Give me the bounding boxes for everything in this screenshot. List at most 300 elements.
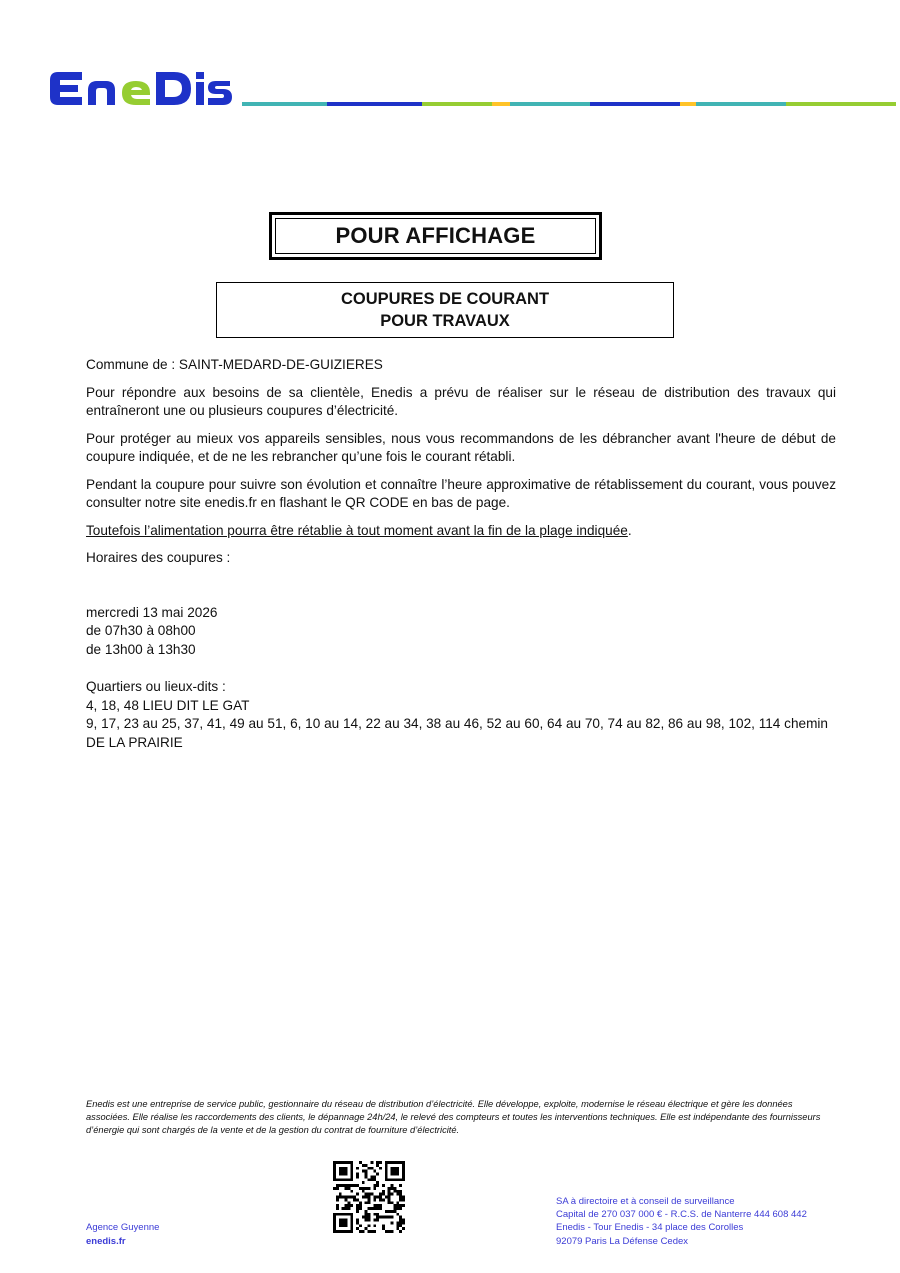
qr-module: [350, 1227, 353, 1230]
qr-module: [362, 1187, 365, 1190]
qr-module: [339, 1221, 342, 1224]
qr-module: [402, 1198, 405, 1201]
schedule-block: [86, 604, 836, 660]
qr-module: [333, 1173, 336, 1176]
paragraph-qr: Pendant la coupure pour suivre son évolution et connaître l’heure approximative de rétablissement du courant, vous pouvez consulter notre site enedis.fr en flashant le QR CODE en bas de page.: [86, 476, 836, 510]
qr-module: [399, 1184, 402, 1187]
qr-module: [379, 1167, 382, 1170]
enedis-logo: [44, 66, 234, 110]
qr-module: [388, 1187, 391, 1190]
qr-module: [365, 1164, 368, 1167]
qr-module: [385, 1173, 388, 1176]
qr-module: [391, 1193, 394, 1196]
qr-module: [365, 1193, 368, 1196]
qr-module: [356, 1193, 359, 1196]
qr-module: [368, 1219, 371, 1222]
qr-module: [350, 1221, 353, 1224]
qr-module: [402, 1227, 405, 1230]
qr-module: [339, 1161, 342, 1164]
qr-module: [333, 1230, 336, 1233]
qr-module: [385, 1178, 388, 1181]
qr-module: [376, 1207, 379, 1210]
qr-module: [385, 1170, 388, 1173]
qr-module: [368, 1198, 371, 1201]
qr-module: [368, 1178, 371, 1181]
qr-module: [347, 1201, 350, 1204]
qr-module: [345, 1224, 348, 1227]
qr-module: [333, 1216, 336, 1219]
legal-line-1: SA à directoire et à conseil de surveillance: [556, 1196, 735, 1207]
qr-module: [333, 1213, 336, 1216]
footer-agency: [86, 1221, 159, 1248]
qr-module: [368, 1216, 371, 1219]
qr-module: [379, 1204, 382, 1207]
qr-module: [402, 1170, 405, 1173]
qr-module: [350, 1170, 353, 1173]
qr-module: [396, 1178, 399, 1181]
qr-module: [370, 1207, 373, 1210]
qr-module: [345, 1221, 348, 1224]
qr-module: [342, 1230, 345, 1233]
qr-module: [359, 1161, 362, 1164]
qr-module: [350, 1216, 353, 1219]
legal-line-4: 92079 Paris La Défense Cedex: [556, 1235, 689, 1247]
areas-block: [86, 678, 836, 752]
qr-module: [393, 1161, 396, 1164]
legal-line-2: Capital de 270 037 000 € - R.C.S. de Nanterre 444 608 442: [556, 1209, 807, 1221]
restoration-notice-period: .: [627, 522, 632, 538]
qr-module: [342, 1219, 345, 1222]
qr-code-icon[interactable]: [333, 1161, 405, 1233]
qr-module: [333, 1161, 336, 1164]
qr-module: [356, 1175, 359, 1178]
qr-module: [368, 1196, 371, 1199]
qr-module: [359, 1230, 362, 1233]
qr-module: [333, 1178, 336, 1181]
qr-module: [333, 1175, 336, 1178]
qr-module: [385, 1167, 388, 1170]
qr-module: [339, 1213, 342, 1216]
qr-module: [356, 1173, 359, 1176]
qr-module: [336, 1213, 339, 1216]
qr-module: [373, 1184, 376, 1187]
qr-module: [350, 1173, 353, 1176]
qr-module: [385, 1196, 388, 1199]
qr-module: [399, 1216, 402, 1219]
qr-module: [388, 1196, 391, 1199]
qr-module: [382, 1184, 385, 1187]
qr-module: [376, 1216, 379, 1219]
qr-module: [342, 1213, 345, 1216]
qr-module: [365, 1175, 368, 1178]
qr-module: [333, 1187, 336, 1190]
qr-module: [391, 1173, 394, 1176]
qr-module: [333, 1224, 336, 1227]
qr-module: [373, 1204, 376, 1207]
qr-module: [373, 1170, 376, 1173]
qr-module: [342, 1196, 345, 1199]
qr-module: [342, 1224, 345, 1227]
qr-module: [373, 1213, 376, 1216]
qr-module: [379, 1198, 382, 1201]
qr-module: [402, 1175, 405, 1178]
qr-module: [399, 1221, 402, 1224]
qr-module: [359, 1207, 362, 1210]
qr-module: [376, 1161, 379, 1164]
qr-module: [365, 1201, 368, 1204]
areas-label: Quartiers ou lieux-dits :: [86, 679, 226, 694]
qr-module: [345, 1161, 348, 1164]
qr-module: [402, 1161, 405, 1164]
qr-module: [368, 1167, 371, 1170]
qr-module: [350, 1219, 353, 1222]
qr-module: [376, 1219, 379, 1222]
subtitle-line-2: POUR TRAVAUX: [380, 312, 510, 330]
qr-module: [379, 1161, 382, 1164]
qr-module: [396, 1201, 399, 1204]
qr-module: [402, 1173, 405, 1176]
schedule-label: Horaires des coupures :: [86, 550, 231, 565]
qr-module: [402, 1178, 405, 1181]
qr-module: [362, 1170, 365, 1173]
qr-module: [365, 1210, 368, 1213]
qr-module: [391, 1167, 394, 1170]
qr-module: [365, 1173, 368, 1176]
qr-module: [388, 1201, 391, 1204]
qr-module: [399, 1196, 402, 1199]
qr-module: [359, 1224, 362, 1227]
restoration-notice: [86, 522, 836, 541]
qr-module: [393, 1210, 396, 1213]
qr-module: [376, 1181, 379, 1184]
qr-module: [347, 1178, 350, 1181]
qr-module: [345, 1219, 348, 1222]
qr-module: [385, 1161, 388, 1164]
footer-legal: [556, 1195, 807, 1248]
qr-module: [373, 1178, 376, 1181]
page-title: POUR AFFICHAGE: [275, 218, 596, 254]
qr-module: [391, 1216, 394, 1219]
qr-module: [402, 1196, 405, 1199]
qr-module: [359, 1187, 362, 1190]
qr-module: [376, 1173, 379, 1176]
qr-module: [342, 1221, 345, 1224]
qr-module: [399, 1204, 402, 1207]
qr-module: [396, 1167, 399, 1170]
qr-module: [345, 1170, 348, 1173]
qr-module: [396, 1193, 399, 1196]
qr-module: [339, 1170, 342, 1173]
qr-module: [399, 1207, 402, 1210]
qr-module: [382, 1227, 385, 1230]
qr-module: [370, 1193, 373, 1196]
qr-module: [388, 1178, 391, 1181]
qr-module: [385, 1210, 388, 1213]
paragraph-works: Pour répondre aux besoins de sa clientèle, Enedis a prévu de réaliser sur le réseau de distribution des travaux qui entraîneront une ou plusieurs coupures d’électricité.: [86, 384, 836, 418]
qr-module: [342, 1170, 345, 1173]
qr-module: [336, 1204, 339, 1207]
qr-module: [379, 1193, 382, 1196]
qr-module: [399, 1178, 402, 1181]
qr-module: [391, 1230, 394, 1233]
qr-module: [391, 1210, 394, 1213]
qr-module: [399, 1219, 402, 1222]
qr-module: [388, 1198, 391, 1201]
qr-module: [345, 1198, 348, 1201]
qr-module: [339, 1193, 342, 1196]
qr-module: [396, 1173, 399, 1176]
qr-module: [396, 1221, 399, 1224]
qr-module: [339, 1230, 342, 1233]
qr-module: [385, 1216, 388, 1219]
qr-module: [365, 1196, 368, 1199]
restoration-notice-text: Toutefois l’alimentation pourra être rétablie à tout moment avant la fin de la plage indiquée: [86, 522, 628, 538]
qr-module: [339, 1167, 342, 1170]
qr-module: [347, 1213, 350, 1216]
qr-module: [345, 1187, 348, 1190]
qr-module: [356, 1221, 359, 1224]
qr-module: [393, 1167, 396, 1170]
qr-module: [356, 1184, 359, 1187]
qr-module: [399, 1161, 402, 1164]
qr-module: [370, 1175, 373, 1178]
qr-module: [365, 1219, 368, 1222]
qr-module: [333, 1219, 336, 1222]
qr-module: [370, 1230, 373, 1233]
qr-module: [347, 1230, 350, 1233]
qr-module: [350, 1184, 353, 1187]
qr-module: [402, 1204, 405, 1207]
qr-module: [399, 1193, 402, 1196]
qr-module: [345, 1196, 348, 1199]
qr-module: [347, 1184, 350, 1187]
qr-module: [356, 1167, 359, 1170]
qr-module: [391, 1161, 394, 1164]
qr-module: [399, 1198, 402, 1201]
qr-module: [376, 1164, 379, 1167]
qr-module: [385, 1175, 388, 1178]
qr-module: [345, 1167, 348, 1170]
qr-module: [385, 1164, 388, 1167]
qr-module: [350, 1161, 353, 1164]
qr-module: [365, 1213, 368, 1216]
outage-slot-1: de 07h30 à 08h00: [86, 623, 196, 638]
qr-module: [376, 1204, 379, 1207]
qr-module: [373, 1198, 376, 1201]
qr-module: [350, 1178, 353, 1181]
qr-module: [333, 1167, 336, 1170]
qr-module: [365, 1170, 368, 1173]
qr-module: [388, 1230, 391, 1233]
qr-module: [393, 1204, 396, 1207]
qr-module: [379, 1216, 382, 1219]
qr-module: [370, 1178, 373, 1181]
qr-module: [368, 1224, 371, 1227]
qr-module: [396, 1190, 399, 1193]
area-1: 4, 18, 48 LIEU DIT LE GAT: [86, 697, 250, 713]
qr-module: [382, 1190, 385, 1193]
website-link[interactable]: enedis.fr: [86, 1235, 126, 1247]
qr-module: [336, 1230, 339, 1233]
qr-module: [350, 1164, 353, 1167]
qr-module: [391, 1201, 394, 1204]
qr-module: [393, 1207, 396, 1210]
qr-module: [345, 1178, 348, 1181]
qr-module: [345, 1207, 348, 1210]
qr-module: [388, 1216, 391, 1219]
qr-module: [333, 1164, 336, 1167]
qr-module: [368, 1193, 371, 1196]
qr-module: [342, 1184, 345, 1187]
qr-module: [388, 1210, 391, 1213]
area-2: 9, 17, 23 au 25, 37, 41, 49 au 51, 6, 10 au 14, 22 au 34, 38 au 46, 52 au 60, 64 au 70, 74 au 82, 86 au 98, 102, 114 chemin DE LA PRAIRIE: [86, 716, 828, 750]
qr-module: [399, 1224, 402, 1227]
qr-module: [350, 1196, 353, 1199]
qr-module: [396, 1213, 399, 1216]
qr-module: [350, 1175, 353, 1178]
qr-module: [373, 1207, 376, 1210]
qr-module: [376, 1184, 379, 1187]
qr-module: [373, 1175, 376, 1178]
subtitle-frame: [216, 282, 674, 338]
qr-module: [347, 1204, 350, 1207]
title-frame: [269, 212, 602, 260]
qr-module: [359, 1204, 362, 1207]
qr-module: [342, 1178, 345, 1181]
qr-module: [339, 1219, 342, 1222]
qr-module: [359, 1201, 362, 1204]
disclaimer: Enedis est une entreprise de service public, gestionnaire du réseau de distribution d’électricité. Elle développe, exploite, modernise le réseau électrique et gère les données associées. Elle réalise les raccordements des clients, le dépannage 24h/24, le relevé des compteurs et toutes les interventions techniques. Elle est indépendante des fournisseurs d’énergie qui sont chargés de la vente et de la gestion du contrat de fourniture d’électricité.: [86, 1099, 821, 1135]
qr-module: [353, 1184, 356, 1187]
qr-module: [356, 1207, 359, 1210]
qr-module: [399, 1230, 402, 1233]
qr-module: [356, 1219, 359, 1222]
qr-module: [362, 1196, 365, 1199]
qr-module: [350, 1167, 353, 1170]
qr-module: [333, 1170, 336, 1173]
qr-module: [402, 1167, 405, 1170]
qr-module: [336, 1187, 339, 1190]
commune-line: Commune de : SAINT-MEDARD-DE-GUIZIERES: [86, 357, 383, 372]
qr-module: [345, 1213, 348, 1216]
qr-module: [393, 1190, 396, 1193]
qr-module: [356, 1210, 359, 1213]
qr-module: [336, 1184, 339, 1187]
qr-module: [396, 1227, 399, 1230]
outage-slot-2: de 13h00 à 13h30: [86, 641, 196, 657]
qr-module: [393, 1187, 396, 1190]
qr-module: [362, 1164, 365, 1167]
qr-module: [339, 1184, 342, 1187]
subtitle-line-1: COUPURES DE COURANT: [340, 290, 550, 308]
qr-module: [347, 1196, 350, 1199]
qr-module: [368, 1201, 371, 1204]
qr-module: [385, 1230, 388, 1233]
qr-module: [402, 1221, 405, 1224]
qr-module: [391, 1187, 394, 1190]
qr-module: [333, 1221, 336, 1224]
qr-module: [345, 1173, 348, 1176]
qr-module: [339, 1224, 342, 1227]
qr-module: [388, 1190, 391, 1193]
qr-module: [356, 1204, 359, 1207]
qr-module: [373, 1196, 376, 1199]
legal-line-3: Enedis - Tour Enedis - 34 place des Corolles: [556, 1222, 744, 1234]
qr-module: [373, 1219, 376, 1222]
qr-module: [353, 1198, 356, 1201]
qr-module: [396, 1204, 399, 1207]
qr-module: [336, 1207, 339, 1210]
qr-module: [391, 1221, 394, 1224]
qr-module: [370, 1161, 373, 1164]
qr-module: [402, 1164, 405, 1167]
qr-module: [350, 1204, 353, 1207]
qr-module: [353, 1196, 356, 1199]
qr-module: [356, 1227, 359, 1230]
qr-module: [362, 1216, 365, 1219]
qr-module: [393, 1173, 396, 1176]
qr-module: [336, 1196, 339, 1199]
header-stripe: [242, 102, 896, 106]
notice-body: [86, 356, 836, 752]
qr-module: [373, 1187, 376, 1190]
qr-module: [345, 1204, 348, 1207]
qr-module: [365, 1187, 368, 1190]
qr-module: [393, 1170, 396, 1173]
qr-module: [365, 1216, 368, 1219]
qr-module: [339, 1178, 342, 1181]
qr-module: [342, 1207, 345, 1210]
qr-module: [391, 1170, 394, 1173]
qr-module: [368, 1207, 371, 1210]
qr-module: [362, 1181, 365, 1184]
qr-module: [376, 1213, 379, 1216]
qr-module: [342, 1173, 345, 1176]
qr-module: [350, 1190, 353, 1193]
qr-module: [350, 1230, 353, 1233]
agency-name: Agence Guyenne: [86, 1222, 160, 1233]
qr-module: [370, 1167, 373, 1170]
qr-module: [347, 1207, 350, 1210]
qr-module: [365, 1227, 368, 1230]
qr-module: [379, 1196, 382, 1199]
qr-module: [368, 1187, 371, 1190]
qr-module: [368, 1213, 371, 1216]
qr-module: [396, 1170, 399, 1173]
qr-module: [342, 1167, 345, 1170]
qr-module: [388, 1193, 391, 1196]
qr-module: [373, 1230, 376, 1233]
qr-module: [345, 1230, 348, 1233]
paragraph-devices: Pour protéger au mieux vos appareils sensibles, nous vous recommandons de les débrancher avant l'heure de début de coupure indiquée, et de ne les rebrancher qu’une fois le courant rétabli.: [86, 430, 836, 464]
qr-module: [347, 1161, 350, 1164]
qr-module: [362, 1230, 365, 1233]
qr-module: [362, 1190, 365, 1193]
qr-module: [388, 1161, 391, 1164]
qr-module: [336, 1198, 339, 1201]
qr-module: [382, 1224, 385, 1227]
qr-module: [345, 1184, 348, 1187]
qr-module: [350, 1224, 353, 1227]
qr-module: [373, 1224, 376, 1227]
qr-module: [333, 1227, 336, 1230]
qr-module: [402, 1219, 405, 1222]
qr-module: [368, 1230, 371, 1233]
qr-module: [376, 1196, 379, 1199]
qr-module: [382, 1216, 385, 1219]
qr-module: [339, 1196, 342, 1199]
qr-module: [393, 1178, 396, 1181]
